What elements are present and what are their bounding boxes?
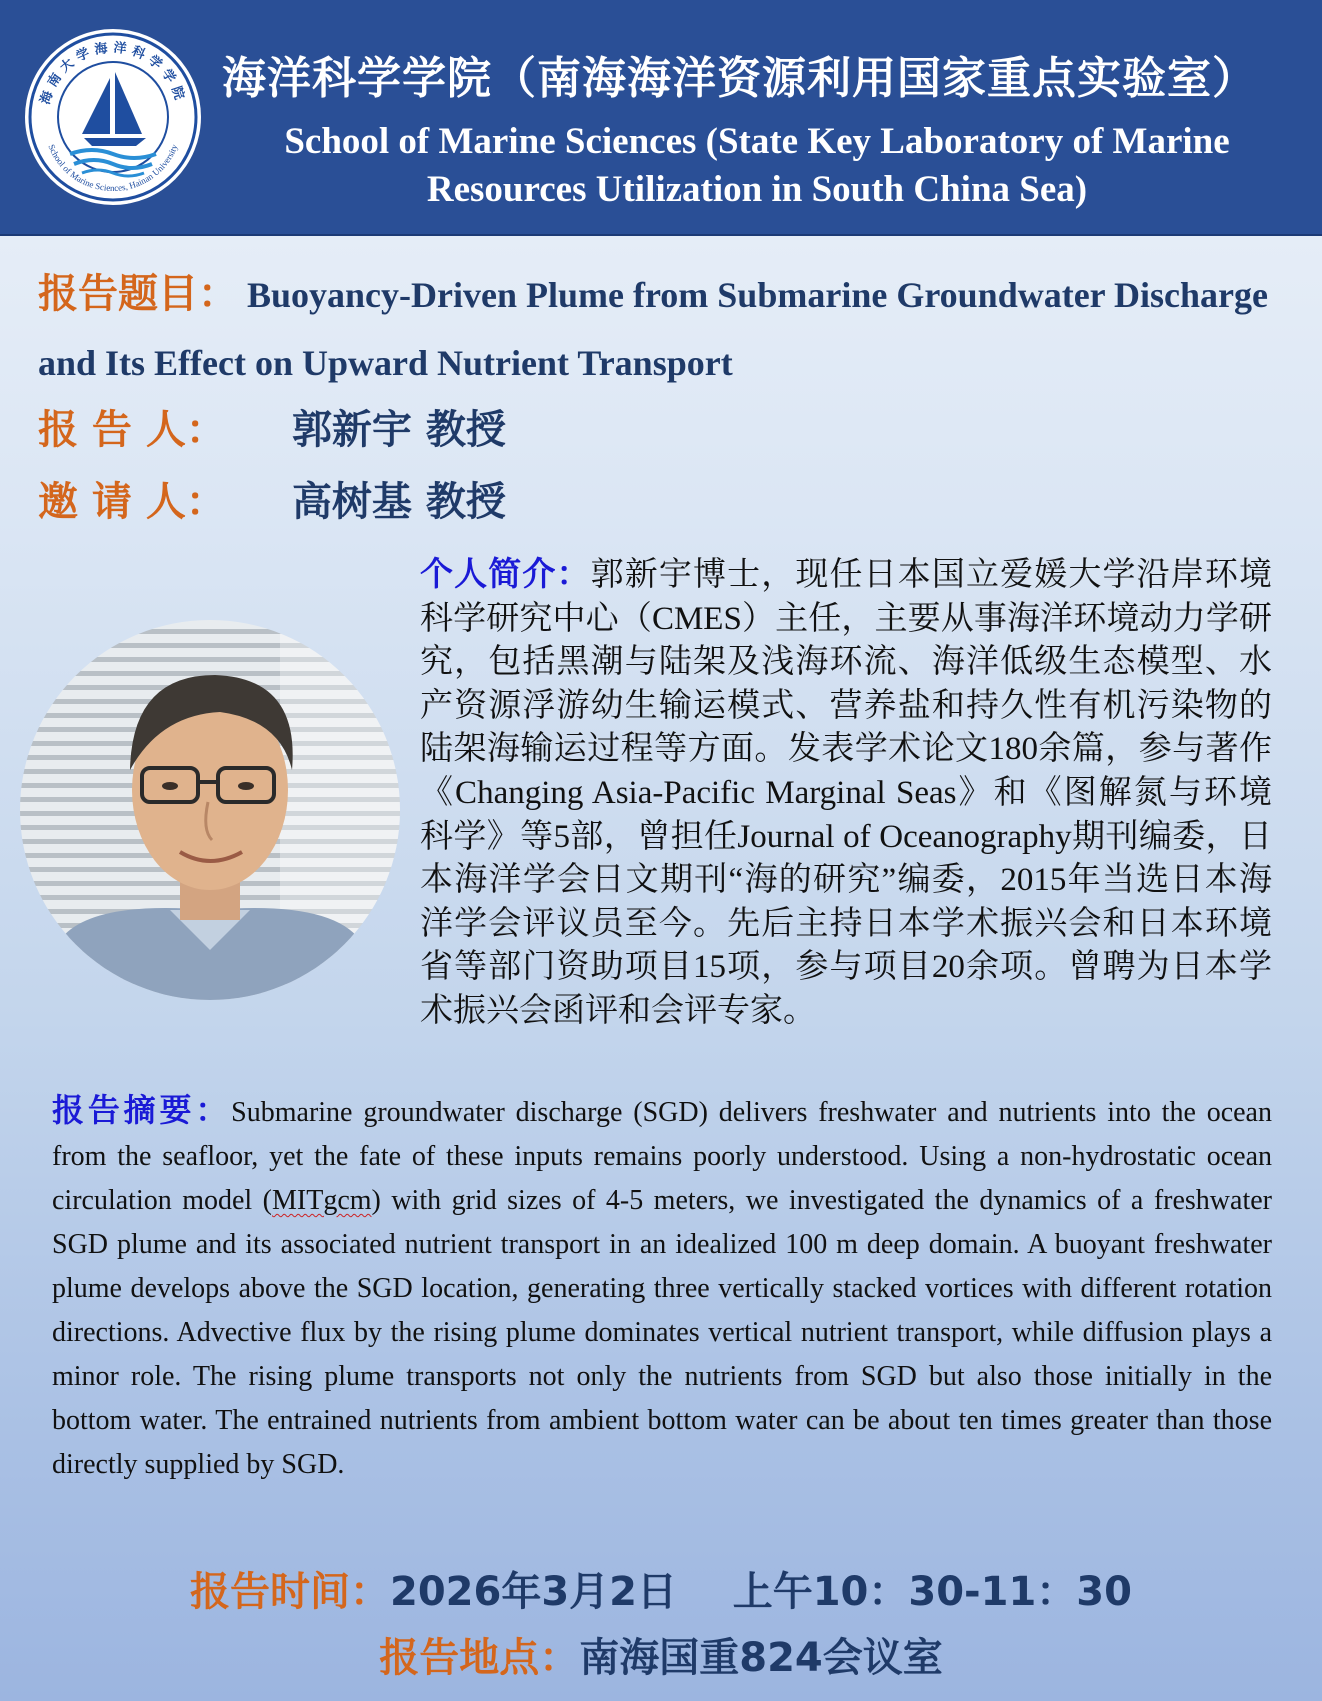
header-title-cn: 海洋科学学院（南海海洋资源利用国家重点实验室） [222, 53, 1257, 104]
speaker-row [38, 398, 506, 455]
speaker-photo [20, 620, 400, 1000]
svg-text:School of Marine Sciences, Hai: School of Marine Sciences, Hainan University [46, 142, 180, 193]
speaker-name: 郭新宇 教授 [291, 407, 506, 453]
speaker-bio [420, 552, 1272, 1034]
header-banner [0, 0, 1322, 236]
time-value: 2026年3月2日 上午10：30-11：30 [390, 1569, 1132, 1615]
bio-text: 郭新宇博士，现任日本国立爱媛大学沿岸环境科学研究中心（CMES）主任，主要从事海洋环境动力学研究，包括黑潮与陆架及浅海环流、海洋低级生态模型、水产资源浮游幼生输运模式、营养盐和持久性有机污染物的陆架海输运过程等方面。发表学术论文180余篇，参与著作《Changing Asia-Pacific Marginal Seas》和《图解氮与环境科学》等5部，曾担任Journal of Oceanography期刊编委，日本海洋学会日文期刊“海的研究”编委，2015年当选日本海洋学会评议员至今。先后主持日本学术振兴会和日本环境省等部门资助项目15项，参与项目20余项。曾聘为日本学术振兴会函评和会评专家。 [420, 557, 1272, 1029]
host-label: 邀 请 人： [38, 479, 226, 525]
report-abstract [52, 1088, 1272, 1487]
host-name: 高树基 教授 [291, 479, 506, 525]
report-topic [38, 260, 1308, 397]
abstract-model-name: MITgcm [272, 1185, 372, 1216]
university-logo [22, 26, 204, 208]
location-label: 报告地点： [379, 1635, 580, 1681]
topic-title: Buoyancy-Driven Plume from Submarine Groundwater Discharge and Its Effect on Upward Nutrient Transport [38, 275, 1268, 383]
report-time-row [0, 1560, 1322, 1617]
report-location-row [0, 1626, 1322, 1683]
speaker-label: 报 告 人： [38, 407, 226, 453]
bio-label: 个人简介： [420, 554, 591, 593]
location-value: 南海国重824会议室 [579, 1635, 943, 1681]
abstract-text-after: ) with grid sizes of 4-5 meters, we investigated the dynamics of a freshwater SGD plume and its associated nutrient transport in an idealized 100 m deep domain. A buoyant freshwater plume develops above the SGD location, generating three vertically stacked vortices with different rotation directions. Advective flux by the rising plume dominates vertical nutrient transport, while diffusion plays a minor role. The rising plume transports not only the nutrients from SGD but also those initially in the bottom water. The entrained nutrients from ambient bottom water can be about ten times greater than those directly supplied by SGD. [52, 1185, 1272, 1480]
abstract-label: 报告摘要： [52, 1091, 232, 1129]
header-title-en: School of Marine Sciences (State Key Laboratory of Marine Resources Utilization in South China Sea) [284, 121, 1230, 210]
abstract-text-before: Submarine groundwater discharge (SGD) delivers freshwater and nutrients into the ocean from the seafloor, yet the fate of these inputs remains poorly understood. Using a non-hydrostatic ocean circulation model ( [52, 1097, 1272, 1216]
time-label: 报告时间： [190, 1569, 391, 1615]
svg-text:海南大学海洋科学学院: 海南大学海洋科学学院 [38, 40, 188, 107]
host-row [38, 470, 506, 527]
topic-label: 报告题目： [38, 271, 238, 317]
